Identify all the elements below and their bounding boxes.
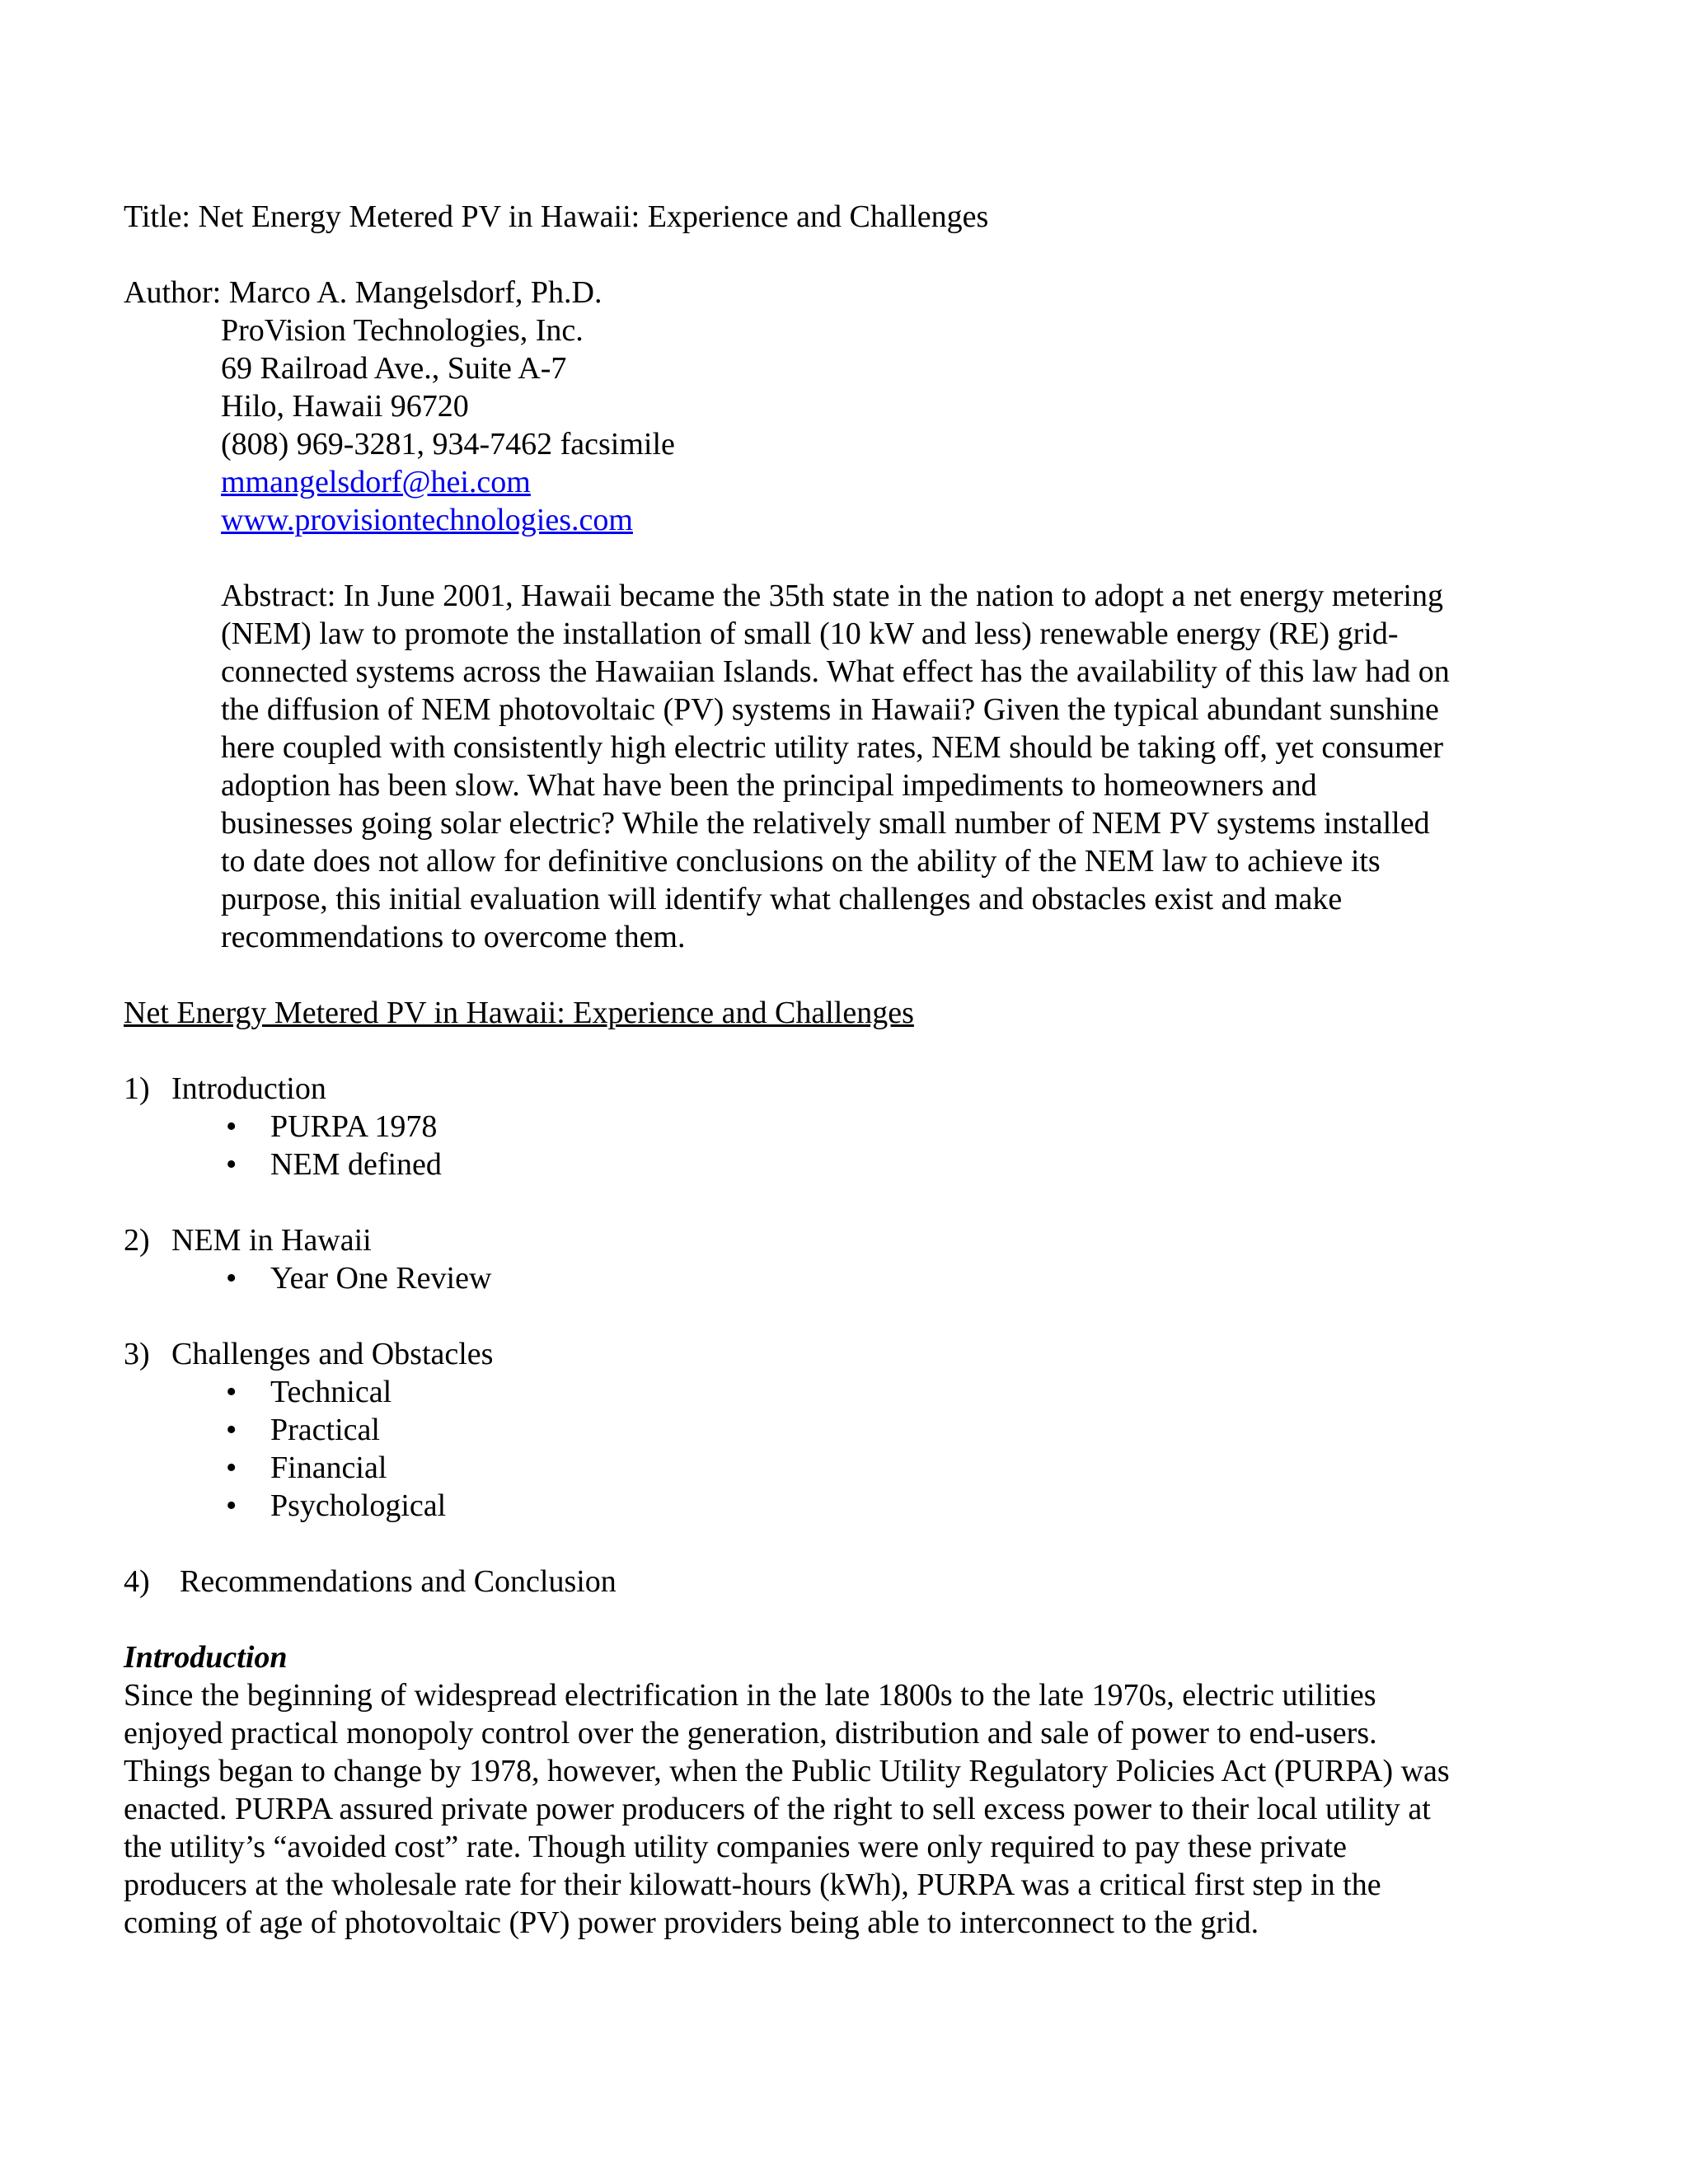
introduction-line: enjoyed practical monopoly control over the generation, distribution and sale of power to end-users. — [124, 1716, 1377, 1750]
bullet-item: Year One Review — [270, 1261, 492, 1296]
abstract-line: adoption has been slow. What have been the principal impediments to homeowners and — [221, 768, 1317, 803]
introduction-line: coming of age of photovoltaic (PV) power providers being able to interconnect to the grid. — [124, 1905, 1259, 1940]
introduction-line: producers at the wholesale rate for their kilowatt-hours (kWh), PURPA was a critical first step in the — [124, 1868, 1381, 1902]
bullet-icon: • — [226, 1375, 237, 1409]
affiliation-street: 69 Railroad Ave., Suite A-7 — [221, 351, 567, 386]
abstract-line: connected systems across the Hawaiian Islands. What effect has the availability of this law had on — [221, 654, 1450, 689]
website-link[interactable]: www.provisiontechnologies.com — [221, 503, 633, 537]
abstract-line: businesses going solar electric? While the relatively small number of NEM PV systems installed — [221, 806, 1430, 841]
bullet-item: Technical — [270, 1375, 392, 1409]
abstract-line: to date does not allow for definitive conclusions on the ability of the NEM law to achieve its — [221, 844, 1381, 879]
affiliation-city: Hilo, Hawaii 96720 — [221, 389, 469, 424]
section-title-challenges: Challenges and Obstacles — [171, 1337, 494, 1371]
abstract-line: (NEM) law to promote the installation of small (10 kW and less) renewable energy (RE) grid- — [221, 616, 1399, 651]
section-title-nem-in-hawaii: NEM in Hawaii — [171, 1223, 372, 1258]
bullet-item: Financial — [270, 1451, 387, 1485]
introduction-line: the utility’s “avoided cost” rate. Though utility companies were only required to pay these private — [124, 1830, 1348, 1864]
introduction-line: Since the beginning of widespread electrification in the late 1800s to the late 1970s, electric utilities — [124, 1678, 1376, 1713]
author-line: Author: Marco A. Mangelsdorf, Ph.D. — [124, 275, 603, 310]
introduction-line: Things began to change by 1978, however, when the Public Utility Regulatory Policies Act (PURPA) was — [124, 1754, 1450, 1788]
abstract-line: here coupled with consistently high electric utility rates, NEM should be taking off, yet consumer — [221, 730, 1444, 765]
outline-heading: Net Energy Metered PV in Hawaii: Experience and Challenges — [124, 996, 914, 1030]
section-number: 2) — [124, 1223, 150, 1258]
section-title-recommendations: Recommendations and Conclusion — [180, 1564, 617, 1599]
abstract-line: purpose, this initial evaluation will identify what challenges and obstacles exist and make — [221, 882, 1343, 916]
bullet-item: Psychological — [270, 1488, 447, 1523]
abstract-line: recommendations to overcome them. — [221, 920, 686, 954]
section-number: 3) — [124, 1337, 150, 1371]
bullet-icon: • — [226, 1261, 237, 1296]
section-number: 1) — [124, 1071, 150, 1106]
bullet-item: PURPA 1978 — [270, 1109, 438, 1144]
abstract-line: the diffusion of NEM photovoltaic (PV) systems in Hawaii? Given the typical abundant sunshine — [221, 692, 1439, 727]
affiliation-company: ProVision Technologies, Inc. — [221, 313, 584, 348]
bullet-icon: • — [226, 1413, 237, 1447]
introduction-line: enacted. PURPA assured private power producers of the right to sell excess power to their local utility at — [124, 1792, 1431, 1826]
email-link[interactable]: mmangelsdorf@hei.com — [221, 465, 531, 499]
affiliation-phone: (808) 969-3281, 934-7462 facsimile — [221, 427, 675, 462]
bullet-item: NEM defined — [270, 1147, 442, 1182]
title-line: Title: Net Energy Metered PV in Hawaii: Experience and Challenges — [124, 199, 989, 234]
section-title-introduction: Introduction — [171, 1071, 326, 1106]
section-number: 4) — [124, 1564, 150, 1599]
bullet-icon: • — [226, 1451, 237, 1485]
bullet-icon: • — [226, 1147, 237, 1182]
bullet-icon: • — [226, 1109, 237, 1144]
introduction-heading: Introduction — [124, 1640, 288, 1675]
abstract-line: Abstract: In June 2001, Hawaii became the 35th state in the nation to adopt a net energy metering — [221, 579, 1443, 613]
bullet-item: Practical — [270, 1413, 380, 1447]
bullet-icon: • — [226, 1488, 237, 1523]
